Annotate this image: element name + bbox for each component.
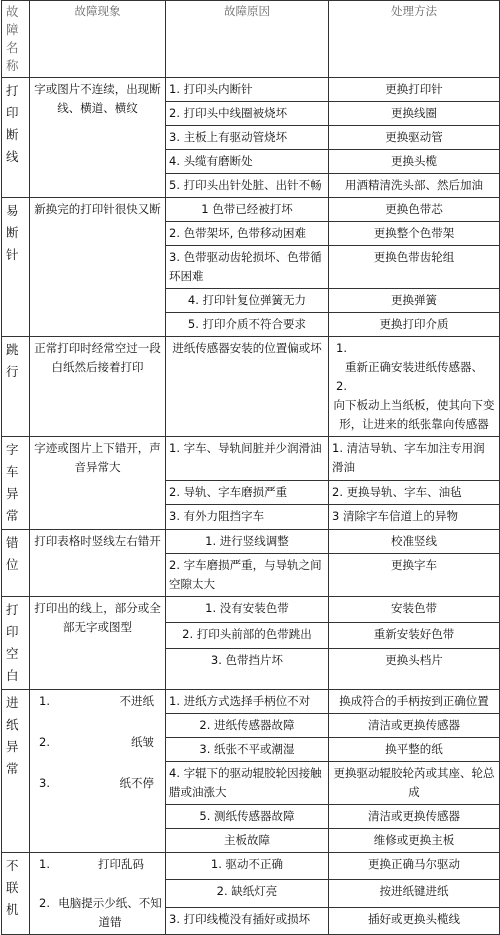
phenomenon-text: 打印乱码 (98, 857, 144, 871)
fault-phenomenon: 正常打印时经常空过一段白纸然后接着打印 (30, 337, 166, 437)
fault-phenomenon: 打印出的线上，部分或全部无字或图型 (30, 597, 166, 690)
fault-cause: 主板故障 (166, 829, 329, 853)
fault-cause: 3. 打印线榄没有插好或损坏 (166, 907, 329, 934)
fault-fix: 更换打印介质 (329, 313, 500, 337)
fault-cause: 5. 打印介质不符合要求 (166, 313, 329, 337)
fault-cause: 2. 打印头中线圈被烧坏 (166, 102, 329, 126)
header-cause: 故障原因 (166, 1, 329, 78)
table-row (2, 78, 500, 102)
fix-number: 1. (336, 341, 347, 355)
phenomenon-number: 2. (39, 735, 50, 749)
fault-phenomenon: 新换完的打印针很快又断 (30, 198, 166, 337)
fix-text: 重新正确安装进纸传感器、 (345, 360, 483, 374)
table-row (2, 337, 500, 437)
table-row (2, 530, 500, 554)
fault-cause: 3. 色带驱动齿轮损坏、色带循环困难 (166, 246, 329, 289)
fault-cause: 2. 进纸传感器故障 (166, 714, 329, 738)
fault-name: 进纸异常 (2, 690, 30, 853)
fault-cause: 1. 进行竖线调整 (166, 530, 329, 554)
fault-name: 易断针 (2, 198, 30, 337)
fault-fix: 2. 更换导轨、字车、油毡 (329, 480, 500, 505)
phenomenon-text: 纸皱 (131, 735, 154, 749)
phenomenon-text: 纸不停 (119, 776, 154, 790)
fault-fix: 更换头档片 (329, 649, 500, 690)
table-row (2, 597, 500, 623)
fault-cause: 2. 色带架坏, 色带移动困难 (166, 222, 329, 246)
fault-fix: 更换线圈 (329, 102, 500, 126)
fault-name: 跳行 (2, 337, 30, 437)
phenomenon-text: 不进纸 (119, 694, 154, 708)
fault-fix: 用酒精清洗头部、然后加油 (329, 174, 500, 198)
fault-fix: 安装色带 (329, 597, 500, 623)
fault-fix: 3 清除字车信道上的异物 (329, 505, 500, 530)
fault-fix: 重新安装好色带 (329, 623, 500, 649)
table-row (2, 690, 500, 714)
fault-cause: 1. 字车、导轨间脏并少润滑油 (166, 437, 329, 481)
fault-name: 不联机 (2, 853, 30, 935)
fault-phenomenon (30, 853, 166, 935)
fix-text: 向下板动上当纸板，使其向下变形，让进来的纸张靠向传感器 (333, 398, 495, 431)
fault-fix: 更换打印针 (329, 78, 500, 102)
fault-cause: 进纸传感器安装的位置偏或坏 (166, 337, 329, 437)
fault-cause: 1. 驱动不正确 (166, 853, 329, 880)
fault-cause: 3. 主板上有驱动管烧坏 (166, 126, 329, 150)
fault-name: 打印空白 (2, 597, 30, 690)
fault-fix: 更换驱动辊胶轮芮或其座、轮总成 (329, 762, 500, 805)
phenomenon-number: 2. (39, 896, 50, 910)
fault-cause: 3. 有外力阻挡字车 (166, 505, 329, 530)
fault-phenomenon (30, 690, 166, 853)
fault-fix: 换平整的纸 (329, 738, 500, 762)
fault-fix: 按进纸键进纸 (329, 880, 500, 907)
fault-cause: 5. 打印头出针处脏、出针不畅 (166, 174, 329, 198)
fault-fix: 插好或更换头榄线 (329, 907, 500, 934)
fault-phenomenon: 字或图片不连续，出现断线、横道、横纹 (30, 78, 166, 198)
fault-cause: 4. 打印针复位弹簧无力 (166, 289, 329, 313)
fault-fix: 更换正确马尔驱动 (329, 853, 500, 880)
header-fault-name: 故障名称 (2, 1, 30, 78)
table-row (2, 853, 500, 880)
phenomenon-number: 3. (39, 776, 50, 790)
phenomenon-number: 1. (39, 694, 50, 708)
fault-cause: 2. 导轨、字车磨损严重 (166, 480, 329, 505)
fault-cause: 5. 测纸传感器故障 (166, 805, 329, 829)
fault-phenomenon: 字迹或图片上下错开，声音异常大 (30, 437, 166, 530)
header-fix: 处理方法 (329, 1, 500, 78)
fault-fix: 更换色带芯 (329, 198, 500, 222)
fault-fix: 清洁或更换传感器 (329, 805, 500, 829)
fault-fix: 校准竖线 (329, 530, 500, 554)
table-row (2, 437, 500, 481)
fix-number: 2. (336, 379, 347, 393)
fault-fix: 清洁或更换传感器 (329, 714, 500, 738)
fault-cause: 2. 缺纸灯亮 (166, 880, 329, 907)
fault-name: 字车异常 (2, 437, 30, 530)
fault-cause: 4. 头缆有磨断处 (166, 150, 329, 174)
fault-cause: 4. 字辊下的驱动辊胶轮因接触腊或油涨大 (166, 762, 329, 805)
fault-fix: 1. 清洁导轨、字车加注专用润滑油 (329, 437, 500, 481)
table-row (2, 198, 500, 222)
fault-name: 打印断线 (2, 78, 30, 198)
fault-name: 错位 (2, 530, 30, 597)
fault-fix: 更换字车 (329, 554, 500, 597)
fault-cause: 3. 色带挡片坏 (166, 649, 329, 690)
fault-phenomenon: 打印表格时竖线左右错开 (30, 530, 166, 597)
fault-fix: 更换驱动管 (329, 126, 500, 150)
fault-cause: 2. 字车磨损严重，与导轨之间空隙太大 (166, 554, 329, 597)
header-phenomenon: 故障现象 (30, 1, 166, 78)
fault-table (1, 0, 500, 935)
fault-cause: 1. 进纸方式选择手柄位不对 (166, 690, 329, 714)
fault-cause: 1. 打印头内断针 (166, 78, 329, 102)
fault-fix: 更换弹簧 (329, 289, 500, 313)
fault-fix: 更换色带齿轮组 (329, 246, 500, 289)
phenomenon-number: 1. (39, 857, 50, 871)
fault-fix: 维修或更换主板 (329, 829, 500, 853)
fault-cause: 3. 纸张不平或潮湿 (166, 738, 329, 762)
fault-fix (329, 337, 500, 437)
fault-fix: 更换整个色带架 (329, 222, 500, 246)
fault-cause: 1. 没有安装色带 (166, 597, 329, 623)
fault-cause: 2. 打印头前部的色带跳出 (166, 623, 329, 649)
phenomenon-text: 电脑提示少纸、不知道错 (58, 896, 162, 929)
fault-fix: 更换头榄 (329, 150, 500, 174)
fault-fix: 换成符合的手柄按到正确位置 (329, 690, 500, 714)
fault-cause: 1 色带已经被打坏 (166, 198, 329, 222)
header-row (2, 1, 500, 78)
